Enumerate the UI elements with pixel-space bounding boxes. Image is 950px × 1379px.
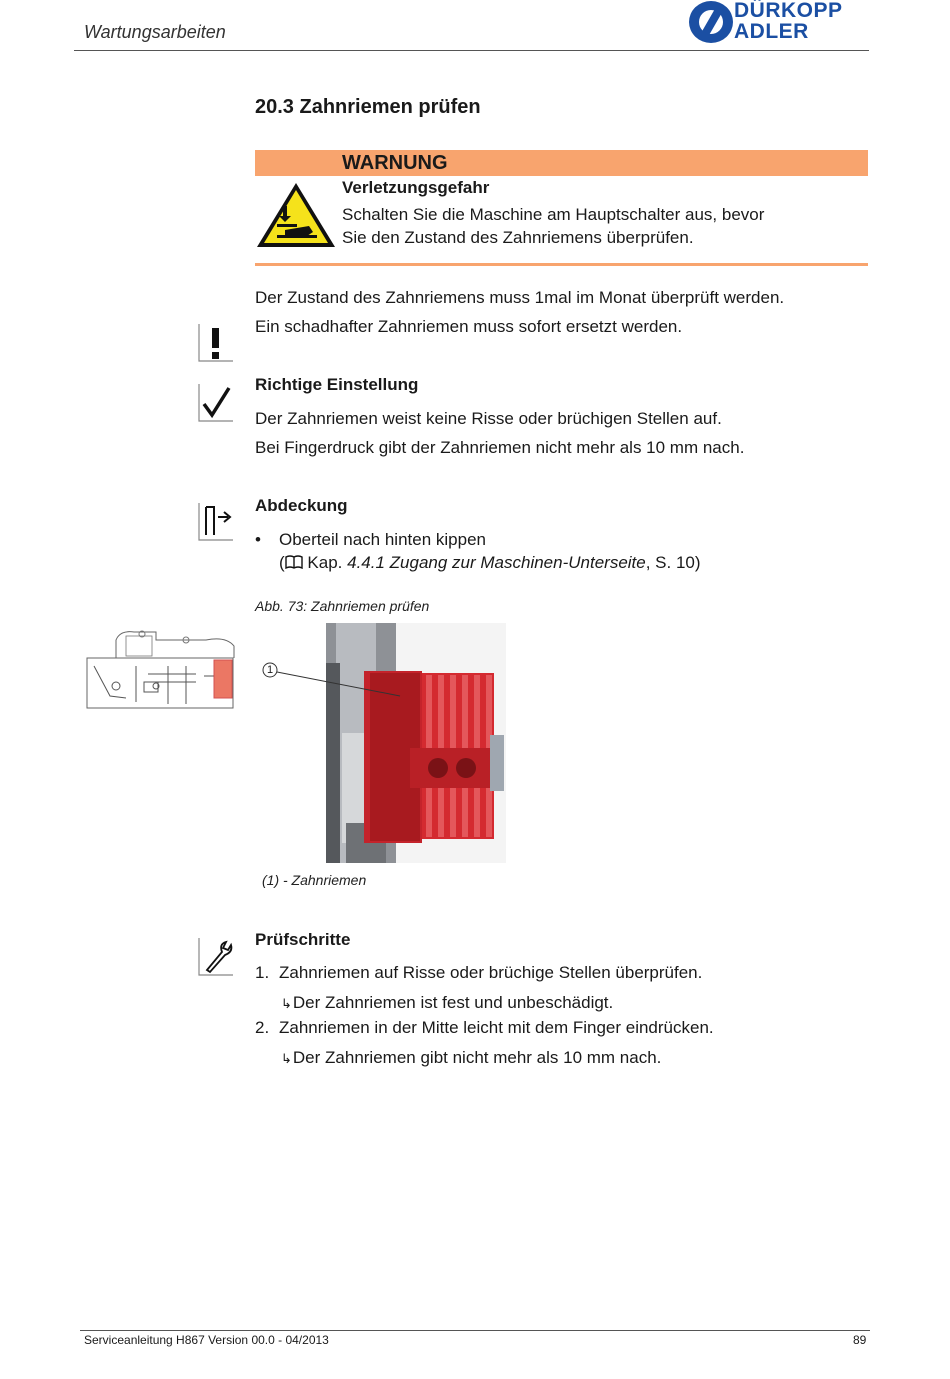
result-arrow-icon: ↳ <box>281 1051 292 1066</box>
ref-page: , S. 10) <box>645 553 701 572</box>
cover-icon <box>198 503 234 546</box>
correct-setting-heading: Richtige Einstellung <box>255 375 419 394</box>
brand-logo <box>688 0 870 46</box>
exclamation-icon <box>198 324 234 367</box>
cover-bullet-text: Oberteil nach hinten kippen <box>279 530 486 549</box>
header-section-name: Wartungsarbeiten <box>84 22 226 42</box>
figure-legend: (1) - Zahnriemen <box>262 872 367 888</box>
important-line-2: Ein schadhafter Zahnriemen muss sofort ersetzt werden. <box>255 317 683 336</box>
warning-text <box>342 203 842 249</box>
machine-overview-illustration <box>86 626 236 715</box>
correct-setting-line-1: Der Zahnriemen weist keine Risse oder brüchigen Stellen auf. <box>255 409 722 428</box>
section-title: 20.3 Zahnriemen prüfen <box>255 96 481 118</box>
callout-1 <box>262 662 402 707</box>
logo-line-2: ADLER <box>734 20 809 43</box>
logo-line-1: DÜRKOPP <box>734 0 843 22</box>
step-1-result-text: Der Zahnriemen ist fest und unbeschädigt. <box>292 993 614 1012</box>
step-1-number: 1. <box>255 963 270 982</box>
important-line-1: Der Zustand des Zahnriemens muss 1mal im Monat überprüft werden. <box>255 288 785 307</box>
toothed-belt-photo <box>326 623 506 868</box>
header-rule <box>74 50 869 51</box>
wrench-icon <box>198 938 234 981</box>
step-2-text: Zahnriemen in der Mitte leicht mit dem Finger eindrücken. <box>279 1018 714 1037</box>
figure-caption: Abb. 73: Zahnriemen prüfen <box>255 598 430 614</box>
book-icon <box>285 555 303 569</box>
cover-heading: Abdeckung <box>255 496 348 515</box>
result-arrow-icon: ↳ <box>281 996 292 1011</box>
cover-reference[interactable] <box>279 551 701 574</box>
footer-rule <box>80 1330 870 1331</box>
warning-bottom-rule <box>255 263 868 266</box>
ref-open-paren: ( <box>279 553 285 572</box>
warning-label: WARNUNG <box>342 152 448 174</box>
ref-prefix: Kap. <box>307 553 343 572</box>
footer-document-info: Serviceanleitung H867 Version 00.0 - 04/2013 <box>84 1333 329 1347</box>
step-1-text: Zahnriemen auf Risse oder brüchige Stellen überprüfen. <box>279 963 703 982</box>
callout-number: 1 <box>266 664 274 676</box>
cover-bullet-marker: • <box>255 530 261 549</box>
warning-line-2: Sie den Zustand des Zahnriemens überprüfen. <box>342 228 694 247</box>
crush-hazard-warning-icon <box>255 180 337 250</box>
step-2-result <box>281 1046 661 1070</box>
correct-setting-line-2: Bei Fingerdruck gibt der Zahnriemen nicht mehr als 10 mm nach. <box>255 438 745 457</box>
step-2-result-text: Der Zahnriemen gibt nicht mehr als 10 mm nach. <box>292 1048 662 1067</box>
warning-subtitle: Verletzungsgefahr <box>342 178 490 197</box>
ref-chapter[interactable]: 4.4.1 Zugang zur Maschinen-Unterseite <box>347 553 646 572</box>
step-2-number: 2. <box>255 1018 270 1037</box>
checkmark-icon <box>198 384 234 427</box>
step-1-result <box>281 991 613 1015</box>
warning-line-1: Schalten Sie die Maschine am Hauptschalter aus, bevor <box>342 205 765 224</box>
steps-heading: Prüfschritte <box>255 930 351 949</box>
logo-mark-icon <box>688 0 734 44</box>
footer-page-number: 89 <box>853 1333 867 1347</box>
